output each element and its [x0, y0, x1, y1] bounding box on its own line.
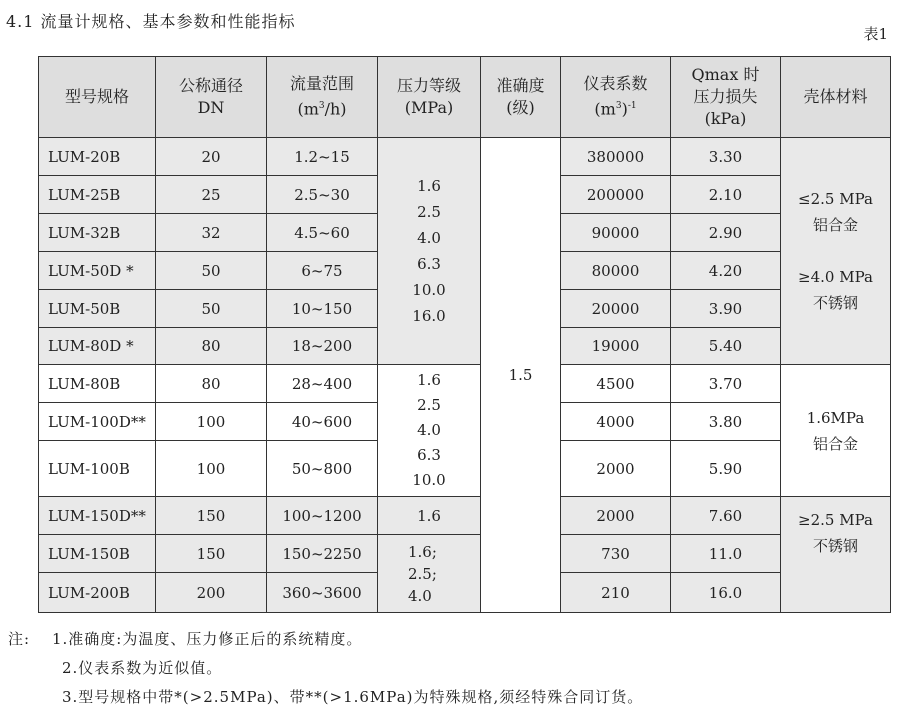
header-row [39, 57, 891, 138]
coef-cell: 2000 [561, 497, 671, 535]
material-group-3: ≥2.5 MPa 不锈钢 [781, 497, 891, 613]
model-cell: LUM-50D * [39, 252, 156, 290]
pressure-group-2: 1.6 2.5 4.0 6.3 10.0 [378, 365, 481, 497]
loss-cell: 5.90 [671, 441, 781, 497]
dn-cell: 20 [156, 138, 267, 176]
coef-cell: 4000 [561, 403, 671, 441]
dn-cell: 80 [156, 365, 267, 403]
dn-cell: 100 [156, 403, 267, 441]
coef-cell: 19000 [561, 328, 671, 365]
loss-cell: 16.0 [671, 573, 781, 613]
coef-cell: 730 [561, 535, 671, 573]
flow-cell: 2.5~30 [267, 176, 378, 214]
flow-cell: 28~400 [267, 365, 378, 403]
loss-cell: 11.0 [671, 535, 781, 573]
loss-cell: 3.80 [671, 403, 781, 441]
table-row [39, 138, 891, 176]
header-loss: Qmax 时 压力损失 (kPa) [671, 57, 781, 138]
coef-cell: 90000 [561, 214, 671, 252]
table-row [39, 535, 891, 573]
flow-cell: 4.5~60 [267, 214, 378, 252]
dn-cell: 50 [156, 252, 267, 290]
section-heading: 4.1 流量计规格、基本参数和性能指标 [6, 12, 296, 31]
coef-cell: 210 [561, 573, 671, 613]
dn-cell: 200 [156, 573, 267, 613]
flow-cell: 50~800 [267, 441, 378, 497]
coef-cell: 2000 [561, 441, 671, 497]
loss-cell: 3.30 [671, 138, 781, 176]
spec-table [38, 56, 891, 613]
dn-cell: 80 [156, 328, 267, 365]
dn-cell: 100 [156, 441, 267, 497]
loss-cell: 4.20 [671, 252, 781, 290]
header-flow: 流量范围 $(m^3/h)$ [267, 57, 378, 138]
model-cell: LUM-32B [39, 214, 156, 252]
pressure-group-3: 1.6 [378, 497, 481, 535]
flow-cell: 18~200 [267, 328, 378, 365]
dn-cell: 25 [156, 176, 267, 214]
flow-cell: 360~3600 [267, 573, 378, 613]
coef-cell: 4500 [561, 365, 671, 403]
model-cell: LUM-150B [39, 535, 156, 573]
dn-cell: 50 [156, 290, 267, 328]
table-row [39, 365, 891, 403]
model-cell: LUM-25B [39, 176, 156, 214]
loss-cell: 5.40 [671, 328, 781, 365]
loss-cell: 2.90 [671, 214, 781, 252]
material-group-2: 1.6MPa 铝合金 [781, 365, 891, 497]
header-model: 型号规格 [39, 57, 156, 138]
coef-cell: 80000 [561, 252, 671, 290]
model-cell: LUM-200B [39, 573, 156, 613]
flow-cell: 40~600 [267, 403, 378, 441]
header-material: 壳体材料 [781, 57, 891, 138]
loss-cell: 2.10 [671, 176, 781, 214]
flow-cell: 100~1200 [267, 497, 378, 535]
model-cell: LUM-50B [39, 290, 156, 328]
model-cell: LUM-80D * [39, 328, 156, 365]
table-number: 表1 [863, 25, 888, 43]
coef-cell: 200000 [561, 176, 671, 214]
note-item: 注: 1.准确度:为温度、压力修正后的系统精度。 [8, 625, 643, 654]
loss-cell: 7.60 [671, 497, 781, 535]
pressure-group-1: 1.6 2.5 4.0 6.3 10.0 16.0 [378, 138, 481, 365]
model-cell: LUM-80B [39, 365, 156, 403]
header-accuracy: 准确度 (级) [481, 57, 561, 138]
dn-cell: 32 [156, 214, 267, 252]
model-cell: LUM-150D** [39, 497, 156, 535]
model-cell: LUM-100D** [39, 403, 156, 441]
header-coef: 仪表系数 $(m^3)^{-1}$ [561, 57, 671, 138]
table-row [39, 497, 891, 535]
model-cell: LUM-100B [39, 441, 156, 497]
header-dn: 公称通径 DN [156, 57, 267, 138]
note-item: 3.型号规格中带*(>2.5MPa)、带**(>1.6MPa)为特殊规格,须经特殊合同订货。 [62, 688, 644, 706]
flow-cell: 10~150 [267, 290, 378, 328]
flow-cell: 1.2~15 [267, 138, 378, 176]
header-pressure: 压力等级 (MPa) [378, 57, 481, 138]
loss-cell: 3.70 [671, 365, 781, 403]
pressure-group-4: 1.6; 2.5; 4.0 [378, 535, 481, 613]
flow-cell: 150~2250 [267, 535, 378, 573]
dn-cell: 150 [156, 497, 267, 535]
dn-cell: 150 [156, 535, 267, 573]
material-group-1: ≤2.5 MPa 铝合金 ≥4.0 MPa 不锈钢 [781, 138, 891, 365]
note-item: 2.仪表系数为近似值。 [62, 659, 223, 677]
notes [8, 625, 643, 712]
notes-label: 注: [8, 630, 31, 648]
accuracy-cell: 1.5 [481, 138, 561, 613]
model-cell: LUM-20B [39, 138, 156, 176]
coef-cell: 380000 [561, 138, 671, 176]
loss-cell: 3.90 [671, 290, 781, 328]
flow-cell: 6~75 [267, 252, 378, 290]
coef-cell: 20000 [561, 290, 671, 328]
